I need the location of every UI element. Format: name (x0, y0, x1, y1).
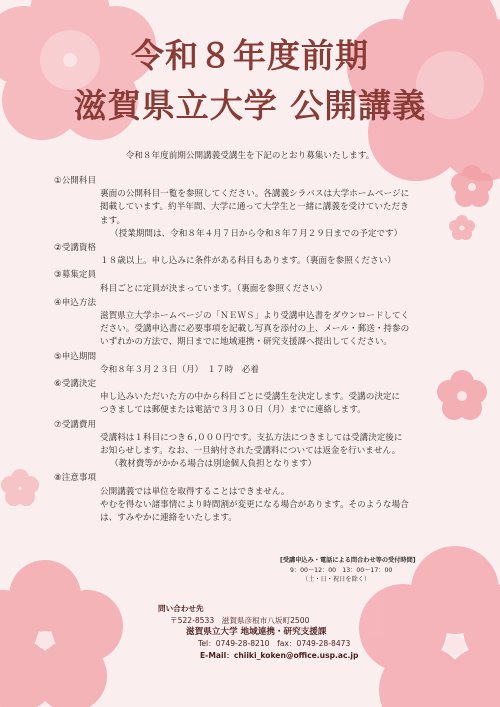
section-line: ます。 (100, 215, 126, 226)
sections (54, 175, 450, 526)
section-heading: ①公開科目 (54, 176, 97, 186)
section-notes (54, 472, 450, 525)
section-line: お知らせします。なお、一旦納付された受講料については返金を行いません。 (100, 446, 401, 457)
contact-label: 問い合わせ先 (158, 604, 204, 613)
section-heading: ③募集定員 (54, 270, 97, 281)
section-capacity (54, 269, 450, 295)
title-line1: 令和８年度前期 (131, 36, 369, 75)
section-fees (54, 419, 450, 472)
section-decision (54, 378, 450, 418)
section-line: ださい。受講申込書に必要事項を記載し写真を添付の上、メール・郵送・持参の (100, 324, 410, 335)
contact-email: E-Mail：chiiki_koken@office.usp.ac.jp (200, 651, 359, 661)
section-heading: ⑥受講決定 (54, 379, 97, 390)
section-line: いずれかの方法で、期日までに地域連携・研究支援課へ提出してください。 (100, 337, 393, 348)
contact-info (158, 603, 398, 662)
hours-note: （土・日・祝日を除く） (302, 576, 371, 583)
section-heading: ④申込方法 (54, 297, 97, 308)
section-line: （教材費等がかかる場合は別途個人負担となります） (110, 459, 317, 470)
section-heading: ②受講資格 (54, 243, 97, 254)
section-heading: ⑤申込期間 (54, 351, 97, 362)
section-line: 受講料は１科目につき６,０００円です。支払方法につきましては受講決定後に (100, 432, 403, 443)
section-public-courses (54, 175, 450, 241)
section-heading: ⑦受講費用 (54, 419, 97, 430)
contact-phone-fax: Tel：0749-28-8210 fax：0749-28-8473 (198, 639, 351, 649)
section-application-method (54, 297, 450, 350)
section-line: 申し込みいただいた方の中から科目ごとに受講生を決定します。受講の決定に (100, 392, 401, 403)
section-line: 公開講義では単位を取得することはできません。 (100, 486, 290, 497)
section-line: は、すみやかに連絡をいたします。 (100, 513, 237, 524)
section-line: やむを得ない諸事情により時間割が変更になる場合があります。そのような場合 (100, 499, 409, 510)
section-line: 滋賀県立大学ホームページの「ＮＥＷＳ」より受講申込書をダウンロードしてく (100, 311, 410, 322)
section-eligibility (54, 242, 450, 268)
section-line: 裏面の公開科目一覧を参照してください。各講義シラバスは大学ホームページに (100, 189, 410, 200)
section-application-period (54, 351, 450, 377)
section-line: 掲載しています。約半年間、大学に通って大学生と一緒に講義を受けていただき (100, 202, 409, 213)
title-line2: 滋賀県立大学 公開講義 (73, 86, 427, 125)
section-line: つきましては郵便または電話で３月３０日（月）までに連絡します。 (100, 405, 366, 416)
hours-title: [受講申込み・電話による問合わせ等の受付時間] (280, 557, 416, 564)
section-line: １８歳以上。申し込みに条件がある科目もあります。（裏面を参照ください） (100, 256, 396, 267)
intro-text: 令和８年度前期公開講義受講生を下記のとおり募集いたします。 (125, 151, 375, 161)
contact-address: 〒522-8533 滋賀県彦根市八坂町2500 (170, 615, 310, 625)
section-line: 令和８年３月２３日（月） １７時 必着 (100, 364, 259, 375)
contact-office: 滋賀県立大学 地域連携・研究支援課 (186, 626, 327, 637)
section-heading: ⑧注意事項 (54, 473, 97, 484)
section-line: 科目ごとに定員が決まっています。（裏面を参照ください） (100, 283, 328, 294)
section-line: （授業期間は、令和８年４月７日から令和８年７月２９日までの予定です） (110, 228, 403, 239)
reception-hours (280, 556, 440, 585)
hours-times: 9：00～12：00 13：00～17：00 (290, 566, 393, 574)
